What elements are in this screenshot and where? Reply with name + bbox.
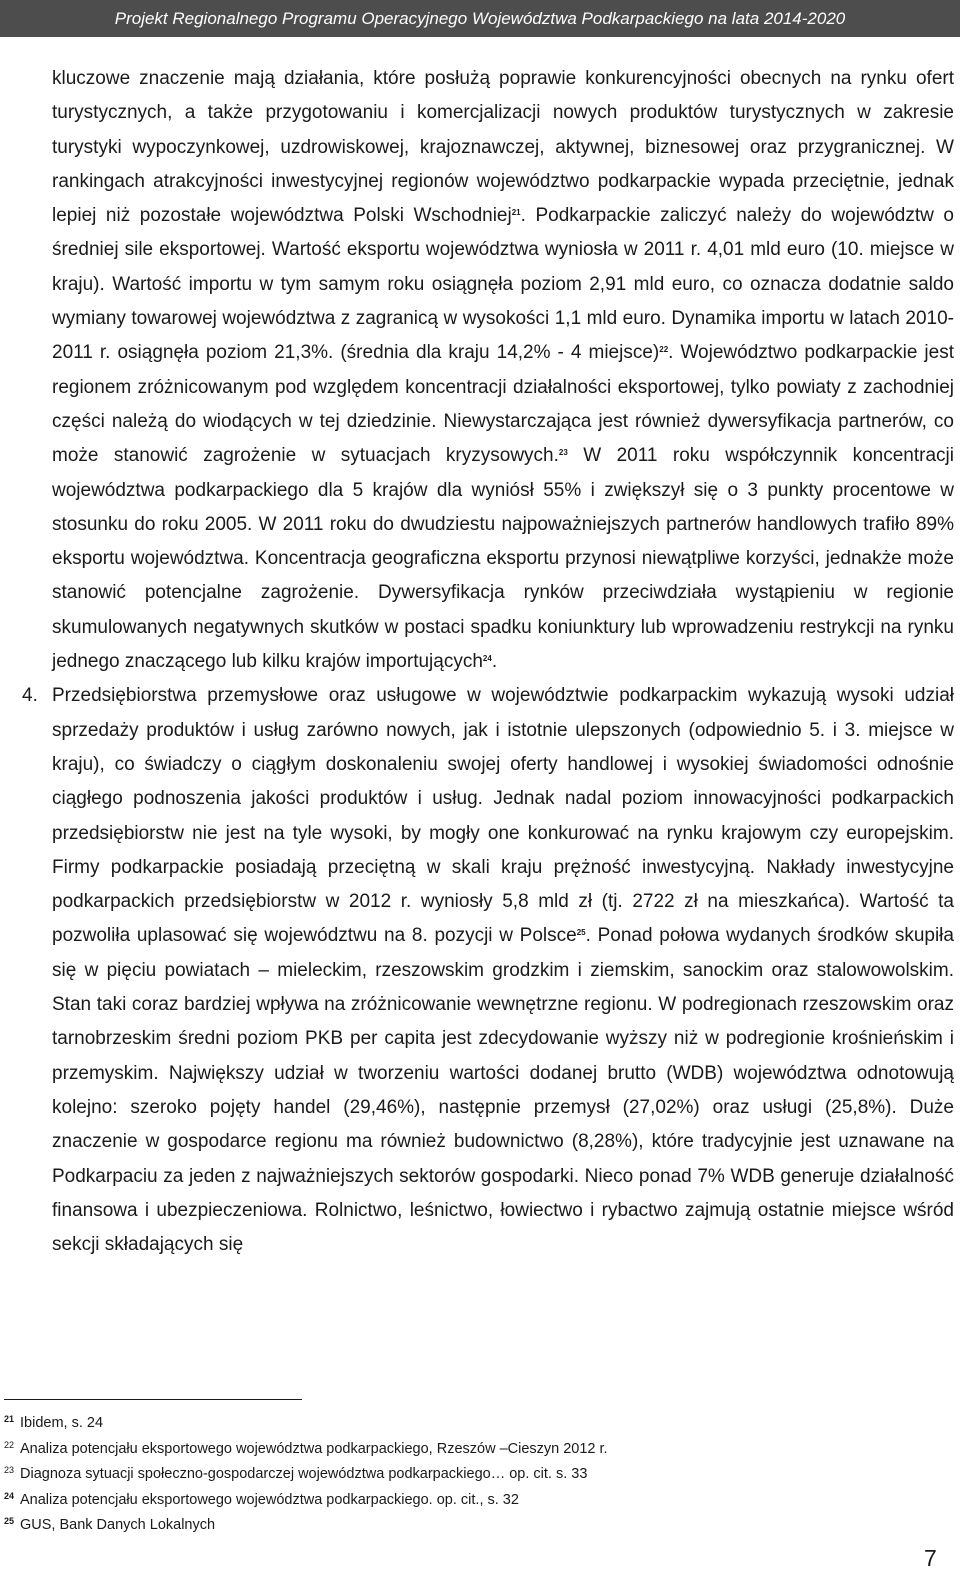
footnote-text: Analiza potencjału eksportowego województwa podkarpackiego, Rzeszów –Cieszyn 2012 r. [20, 1440, 608, 1457]
footnote-ref[interactable]: 22 [659, 345, 669, 355]
body-text [22, 62, 954, 1262]
footnote-ref[interactable]: 23 [558, 448, 568, 458]
footnote-text: GUS, Bank Danych Lokalnych [20, 1517, 216, 1533]
footnote [4, 1488, 904, 1514]
footnote-ref[interactable]: 25 [576, 928, 586, 938]
footnote-divider [4, 1399, 302, 1400]
document-header: Projekt Regionalnego Programu Operacyjnego Województwa Podkarpackiego na lata 2014-2020 [0, 0, 960, 37]
footnote-number: 25 [4, 1516, 15, 1526]
paragraph: kluczowe znaczenie mają działania, które posłużą poprawie konkurencyjności obecnych na rynku ofert turystycznych, a także przygotowaniu i komercjalizacji nowych produktów turystycznych w zakresie turystyki wypoczynkowej, uzdrowiskowej, krajoznawczej, aktywnej, biznesowej oraz przygranicznej. W rankingach atrakcyjności inwestycyjnej regionów województwo podkarpackie wypada przeciętnie, jednak lepiej niż pozostałe województwa Polski Wschodniej$^{21}$. Podkarpackie zaliczyć należy do województw o średniej sile eksportowej. Wartość eksportu województwa wyniosła w 2011 r. 4,01 mld euro (10. miejsce w kraju). Wartość importu w tym samym roku osiągnęła poziom 2,91 mld euro, co oznacza dodatnie saldo wymiany towarowej województwa z zagranicą w wysokości 1,1 mld euro. Dynamika importu w latach 2010-2011 r. osiągnęła poziom 21,3%. (średnia dla kraju 14,2% - 4 miejsce)$^{22}$. Województwo podkarpackie jest regionem zróżnicowanym pod względem koncentracji działalności eksportowej, tylko powiaty z zachodniej części należą do wiodących w tej dziedzinie. Niewystarczająca jest również dywersyfikacja partnerów, co może stanowić zagrożenie w sytuacjach kryzysowych.$^{23}$ W 2011 roku współczynnik koncentracji województwa podkarpackiego dla 5 krajów dla wyniósł 55% i zwiększył się o 3 punkty procentowe w stosunku do roku 2005. W 2011 roku do dwudziestu najpoważniejszych partnerów handlowych trafiło 89% eksportu województwa. Koncentracja geograficzna eksportu przynosi niewątpliwe korzyści, jednakże może stanowić potencjalne zagrożenie. Dywersyfikacja rynków przeciwdziała wystąpieniu w regionie skumulowanych negatywnych skutków w postaci spadku koniunktury lub wprowadzeniu restrykcji na rynku jednego znaczącego lub kilku krajów importujących$^{24}$. [52, 68, 954, 673]
page-number: 7 [924, 1545, 937, 1571]
footnotes [4, 1411, 904, 1539]
footnote-number: 24 [4, 1490, 15, 1501]
list-item-number: 4. [22, 685, 38, 707]
footnote-ref[interactable]: 21 [511, 208, 521, 218]
footnote [4, 1513, 904, 1539]
footnote [4, 1437, 904, 1463]
footnote-number: 22 [4, 1439, 15, 1450]
footnote-text: Ibidem, s. 24 [20, 1415, 104, 1431]
footnote-number: 23 [4, 1465, 15, 1475]
footnote-ref[interactable]: 24 [482, 654, 492, 664]
footnote-text: Diagnoza sytuacji społeczno-gospodarczej województwa podkarpackiego… op. cit. s. 33 [20, 1466, 588, 1482]
list-item [22, 679, 954, 1262]
footnote-number: 21 [4, 1414, 15, 1424]
list-item-text: Przedsiębiorstwa przemysłowe oraz usługowe w województwie podkarpackim wykazują wysoki udział sprzedaży produktów i usług zarówno nowych, jak i istotnie ulepszonych (odpowiednio 5. i 3. miejsce w kraju), co świadczy o ciągłym doskonaleniu swojej oferty handlowej i wysokiej świadomości odnośnie ciągłego podnoszenia jakości produktów i usług. Jednak nadal poziom innowacyjności podkarpackich przedsiębiorstw nie jest na tyle wysoki, by mogły one konkurować na rynku krajowym czy europejskim. Firmy podkarpackie posiadają przeciętną w skali kraju prężność inwestycyjną. Nakłady inwestycyjne podkarpackich przedsiębiorstw w 2012 r. wyniosły 5,8 mld zł (tj. 2722 zł na mieszkańca). Wartość ta pozwoliła uplasować się województwu na 8. pozycji w Polsce$^{25}$. Ponad połowa wydanych środków skupiła się w pięciu powiatach – mieleckim, rzeszowskim grodzkim i ziemskim, sanockim oraz stalowowolskim. Stan taki coraz bardziej wpływa na zróżnicowanie wewnętrzne regionu. W podregionach rzeszowskim oraz tarnobrzeskim średni poziom PKB per capita jest zdecydowanie wyższy niż w podregionie krośnieńskim i przemyskim. Największy udział w tworzeniu wartości dodanej brutto (WDB) województwa odnotowują kolejno: szeroko pojęty handel (29,46%), następnie przemysł (27,02%) oraz usługi (25,8%). Duże znaczenie w gospodarce regionu ma również budownictwo (8,28%), które tradycyjnie jest uznawane na Podkarpaciu za jeden z najważniejszych sektorów gospodarki. Nieco ponad 7% WDB generuje działalność finansowa i ubezpieczeniowa. Rolnictwo, leśnictwo, łowiectwo i rybactwo zajmują ostatnie miejsce wśród sekcji składających się [52, 685, 954, 1256]
footnote [4, 1462, 904, 1488]
footnote-text: Analiza potencjału eksportowego województwa podkarpackiego. op. cit., s. 32 [20, 1491, 519, 1508]
footnote [4, 1411, 904, 1437]
